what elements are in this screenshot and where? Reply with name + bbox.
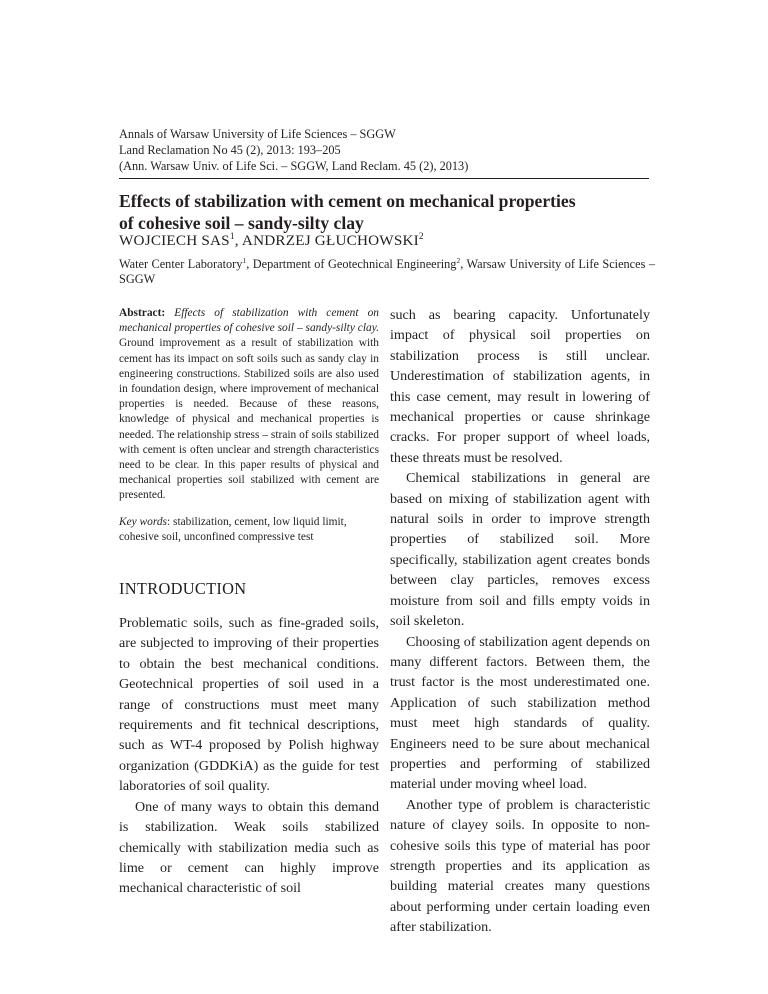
paragraph: Chemical stabilizations in general are based on mixing of stabilization agent with natural soils in order to improve strength properties of stabilized soil. More specifically, stabilization agent creates bonds between clay particles, removes excess moisture from soil and fills empty voids in soil skeleton.	[390, 470, 650, 630]
author-list	[119, 232, 424, 250]
section-heading: INTRODUCTION	[119, 579, 247, 599]
affiliation	[119, 257, 655, 287]
paper-title-line: of cohesive soil – sandy-silty clay	[119, 213, 364, 233]
affiliation-text: Water Center Laboratory	[119, 257, 243, 271]
right-column	[390, 305, 650, 938]
affiliation-marker: 2	[456, 255, 461, 265]
keywords-text: : stabilization, cement, low liquid limit, cohesive soil, unconfined compressive test	[119, 515, 347, 543]
abstract	[119, 306, 379, 504]
paragraph: One of many ways to obtain this demand is stabilization. Weak soils stabilized chemically with stabilization media such as lime or cement can highly improve mechanical characteristic of soil	[119, 798, 379, 897]
journal-header-line: (Ann. Warsaw Univ. of Life Sci. – SGGW, Land Reclam. 45 (2), 2013)	[119, 159, 469, 173]
paragraph: such as bearing capacity. Unfortunately impact of physical soil properties on stabilization process is still unclear. Underestimation of stabilization agents, in this case cement, may result in lowering of mechanical properties or cause shrinkage cracks. For proper support of wheel loads, these threats must be resolved.	[390, 307, 650, 466]
header-divider	[119, 178, 649, 179]
author-name: WOJCIECH SAS	[119, 232, 230, 249]
author-separator: ,	[234, 232, 242, 249]
author-affiliation-marker: 1	[229, 231, 235, 242]
abstract-label: Abstract:	[119, 307, 166, 319]
paragraph: Choosing of stabilization agent depends on many different factors. Between them, the trust factor is the most underestimated one. Application of such stabilization method must meet high standards of quality. Engineers need to be sure about mechanical properties and performing of stabilized material under moving wheel load.	[390, 633, 650, 793]
author-affiliation-marker: 2	[418, 231, 424, 242]
journal-header-line: Annals of Warsaw University of Life Sciences – SGGW	[119, 127, 396, 141]
affiliation-text: , Warsaw University of Life Sciences – SGGW	[119, 257, 656, 286]
affiliation-text: , Department of Geotechnical Engineering	[246, 257, 457, 271]
abstract-text: Ground improvement as a result of stabilization with cement has its impact on soft soils such as sandy clay in engineering constructions. Stabilized soils are also used in foundation design, where improvement of mechanical properties is needed. Because of these reasons, knowledge of physical and mechanical properties is needed. The relationship stress – strain of soils stabilized with cement is often unclear and strength characteristics need to be clear. In this paper results of physical and mechanical properties soil stabilized with cement are presented.	[119, 337, 379, 502]
left-column	[119, 306, 379, 899]
author-name: ANDRZEJ GŁUCHOWSKI	[241, 232, 419, 249]
journal-header-line: Land Reclamation No 45 (2), 2013: 193–205	[119, 143, 341, 157]
keywords-label: Key words	[119, 515, 167, 528]
journal-header	[119, 126, 468, 174]
paragraph: Another type of problem is characteristic nature of clayey soils. In opposite to non-cohesive soils this type of material has poor strength properties and its application as building material creates many questions about performing under certain loading even after stabilization.	[390, 796, 650, 936]
affiliation-marker: 1	[242, 255, 247, 265]
paper-title-line: Effects of stabilization with cement on mechanical properties	[119, 191, 576, 211]
keywords	[119, 515, 379, 545]
abstract-title: Effects of stabilization with cement on mechanical properties of cohesive soil – sandy-silty clay.	[119, 307, 379, 335]
paragraph: Problematic soils, such as fine-graded soils, are subjected to improving of their properties to obtain the best mechanical conditions. Geotechnical properties of soil used in a range of constructions must meet many requirements and fit technical descriptions, such as WT-4 proposed by Polish highway organization (GDDKiA) as the guide for test laboratories of soil quality.	[119, 615, 379, 795]
paper-title	[119, 190, 679, 234]
